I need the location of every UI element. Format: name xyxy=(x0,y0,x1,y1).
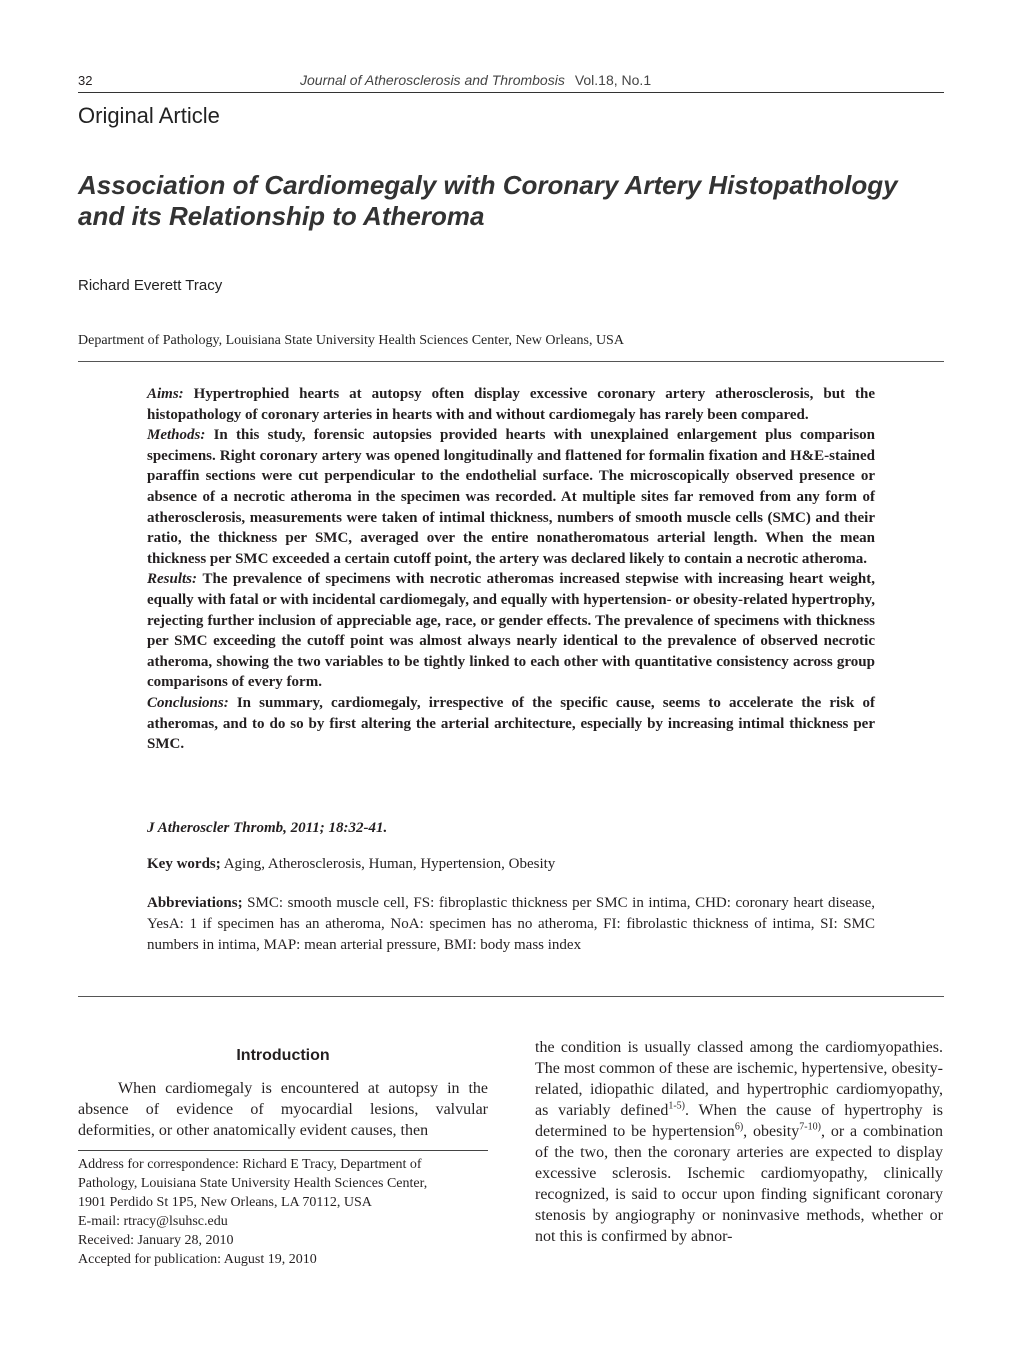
keywords-text: Aging, Atherosclerosis, Human, Hypertension, Obesity xyxy=(223,856,556,872)
correspondence-footnote xyxy=(78,1155,488,1269)
introduction-heading: Introduction xyxy=(236,1047,330,1064)
aims-text: Hypertrophied hearts at autopsy often display excessive coronary artery atherosclerosis, but the histopathology of coronary arteries in hearts with and without cardiomegaly has rarely been compared. xyxy=(147,386,875,423)
methods-text: In this study, forensic autopsies provided hearts with unexplained enlargement plus comparison specimens. Right coronary artery was opened longitudinally and flattened for formalin fixation and H&E-stained paraffin sections were cut perpendicular to the endothelial surface. The microscopically observed presence or absence of a necrotic atheroma in the specimen was recorded. At multiple sites far removed from any form of atherosclerosis, measurements were taken of intimal thickness, numbers of smooth muscle cells (SMC) and their ratio, the thickness per SMC, averaged over the entire nonatheromatous arterial length. When the mean thickness per SMC exceeded a certain cutoff point, the artery was declared likely to contain a necrotic atheroma. xyxy=(147,427,876,567)
footnote-divider xyxy=(78,1150,488,1151)
email: E-mail: rtracy@lsuhsc.edu xyxy=(78,1214,228,1229)
conclusions-text: In summary, cardiomegaly, irrespective of the specific cause, seems to accelerate the risk of atheromas, and to do so by first altering the arterial architecture, especially by increasing intimal thickness per SMC. xyxy=(147,694,875,753)
abstract-divider xyxy=(78,996,944,997)
address-line-2: Pathology, Louisiana State University Health Sciences Center, xyxy=(78,1176,428,1191)
abbreviations-label: Abbreviations; xyxy=(147,895,243,911)
results-text: The prevalence of specimens with necrotic atheromas increased stepwise with increasing heart weight, equally with fatal or with incidental cardiomegaly, and equally with hypertension- or obesity-related hypertrophy, rejecting further inclusion of appreciable age, race, or gender effects. The prevalence of specimens with thickness per SMC exceeding the cutoff point was almost always nearly identical to the prevalence of observed necrotic atheroma, showing the two variables to be tightly linked to each other with quantitative consistency across group comparisons of every form. xyxy=(147,571,876,691)
journal-volume: Vol.18, No.1 xyxy=(574,72,652,88)
article-title xyxy=(78,170,958,232)
abstract-aims xyxy=(147,384,875,425)
citation: J Atheroscler Thromb, 2011; 18:32-41. xyxy=(147,820,388,836)
results-label: Results: xyxy=(147,571,198,588)
aims-label: Aims: xyxy=(147,386,184,402)
author-affiliation: Department of Pathology, Louisiana State University Health Sciences Center, New Orleans, USA xyxy=(78,333,624,348)
author-name: Richard Everett Tracy xyxy=(78,277,223,294)
conclusions-label: Conclusions: xyxy=(147,694,229,711)
reference-2: 6) xyxy=(734,1121,744,1133)
title-line-2: and its Relationship to Atheroma xyxy=(78,201,485,231)
title-line-1: Association of Cardiomegaly with Coronary Artery Histopathology xyxy=(78,170,898,200)
received-date: Received: January 28, 2010 xyxy=(78,1233,234,1248)
keywords xyxy=(147,856,875,873)
abbreviations xyxy=(147,893,875,956)
reference-3: 7-10) xyxy=(799,1121,821,1133)
affiliation-divider xyxy=(78,361,944,362)
abstract xyxy=(147,384,875,755)
page-number: 32 xyxy=(78,73,93,88)
journal-header xyxy=(300,72,800,88)
journal-name: Journal of Atherosclerosis and Thrombosis xyxy=(300,72,565,88)
abstract-methods xyxy=(147,425,875,569)
abstract-conclusions xyxy=(147,693,875,755)
accepted-date: Accepted for publication: August 19, 2010 xyxy=(78,1252,317,1267)
keywords-label: Key words; xyxy=(147,856,221,872)
intro-right-text-3: , obesity xyxy=(743,1123,800,1140)
abstract-results xyxy=(147,569,875,693)
intro-right-text-2: . When the cause of hypertrophy is determined to be hypertension xyxy=(535,1102,943,1140)
abbreviations-text: SMC: smooth muscle cell, FS: fibroplastic thickness per SMC in intima, CHD: coronary heart disease, YesA: 1 if specimen has an atheroma, NoA: specimen has no atheroma, FI: fibrolastic thickness of intima, SI: SMC numbers in intima, MAP: mean arterial pressure, BMI: body mass index xyxy=(147,895,876,953)
intro-paragraph-left: When cardiomegaly is encountered at autopsy in the absence of evidence of myocardial lesions, valvular deformities, or other anatomically evident causes, then xyxy=(78,1080,488,1139)
intro-paragraph-right xyxy=(535,1037,943,1247)
address-line-3: 1901 Perdido St 1P5, New Orleans, LA 70112, USA xyxy=(78,1195,372,1210)
right-column xyxy=(535,1037,943,1247)
reference-1: 1-5) xyxy=(668,1100,685,1112)
intro-right-text-1: the condition is usually classed among the cardiomyopathies. The most common of these are ischemic, hypertensive, obesity-related, idiopathic dilated, and hypertrophic cardiomyopathy, as variably defined xyxy=(535,1039,943,1119)
article-type-label: Original Article xyxy=(78,103,220,128)
methods-label: Methods: xyxy=(147,427,206,444)
header-divider xyxy=(78,92,944,93)
address-line-1: Address for correspondence: Richard E Tracy, Department of xyxy=(78,1157,422,1172)
left-column xyxy=(78,1078,488,1141)
intro-right-text-4: , or a combination of the two, then the coronary arteries are expected to display excessive sclerosis. Ischemic cardiomyopathy, clinically recognized, is said to occur upon finding significant coronary stenosis by angiography or noninvasive methods, whether or not this is confirmed by abnor- xyxy=(535,1123,943,1245)
